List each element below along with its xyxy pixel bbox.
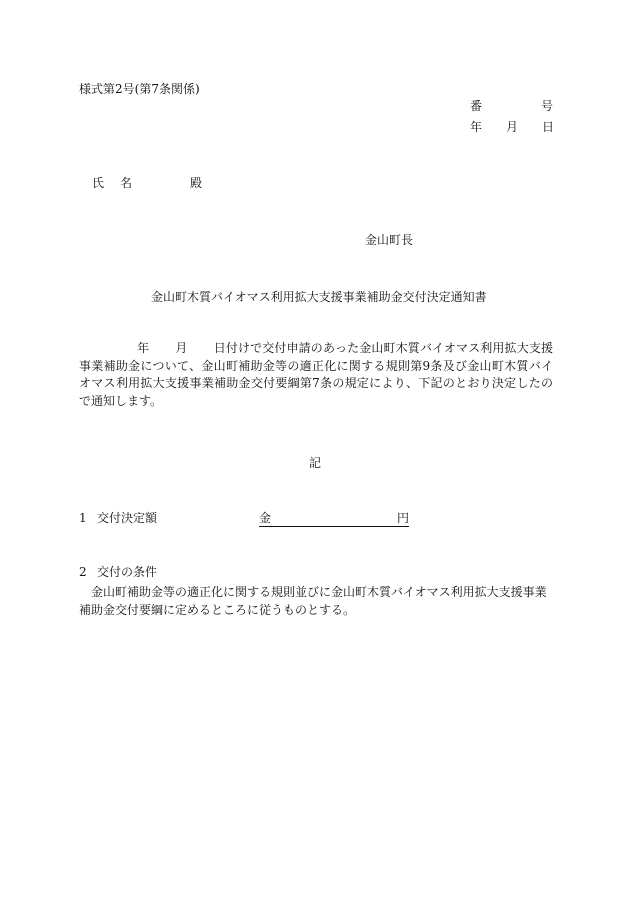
conditions-text: 金山町補助金等の適正化に関する規則並びに金山町木質バイオマス利用拡大支援事業補助金交付要綱に定めるところに従うものとする。 [79, 585, 547, 617]
body-text: 日付けで交付申請のあった金山町木質バイオマス利用拡大支援事業補助金について、金山町補助金等の適正化に関する規則第9条及び金山町木質バイオマス利用拡大支援事業補助金交付要綱第7条の規定により、下記のとおり決定したので通知します。 [79, 341, 553, 408]
date-year-label: 年 [470, 120, 483, 134]
date-day-label: 日 [542, 120, 555, 134]
sender-title: 金山町長 [365, 233, 414, 247]
body-year: 年 [137, 341, 150, 355]
item2-number: 2 [79, 565, 87, 579]
item1-label: 交付決定額 [97, 511, 158, 525]
body-paragraph [79, 340, 553, 410]
form-number-label: 様式第2号(第7条関係) [79, 82, 200, 96]
amount-prefix: 金 [259, 511, 272, 525]
ki-heading: 記 [309, 456, 322, 470]
amount-field [259, 510, 409, 527]
document-title: 金山町木質バイオマス利用拡大支援事業補助金交付決定通知書 [151, 290, 487, 304]
recipient-honorific: 殿 [190, 176, 203, 190]
document-number-suffix: 号 [541, 99, 554, 113]
body-month: 月 [175, 341, 188, 355]
amount-suffix: 円 [396, 511, 409, 525]
date-month-label: 月 [506, 120, 519, 134]
recipient-name-label-2: 名 [120, 176, 133, 190]
item1-number: 1 [79, 511, 87, 525]
recipient-name-label-1: 氏 [92, 176, 105, 190]
document-number-label: 番 [470, 99, 483, 113]
item2-label: 交付の条件 [97, 565, 158, 579]
